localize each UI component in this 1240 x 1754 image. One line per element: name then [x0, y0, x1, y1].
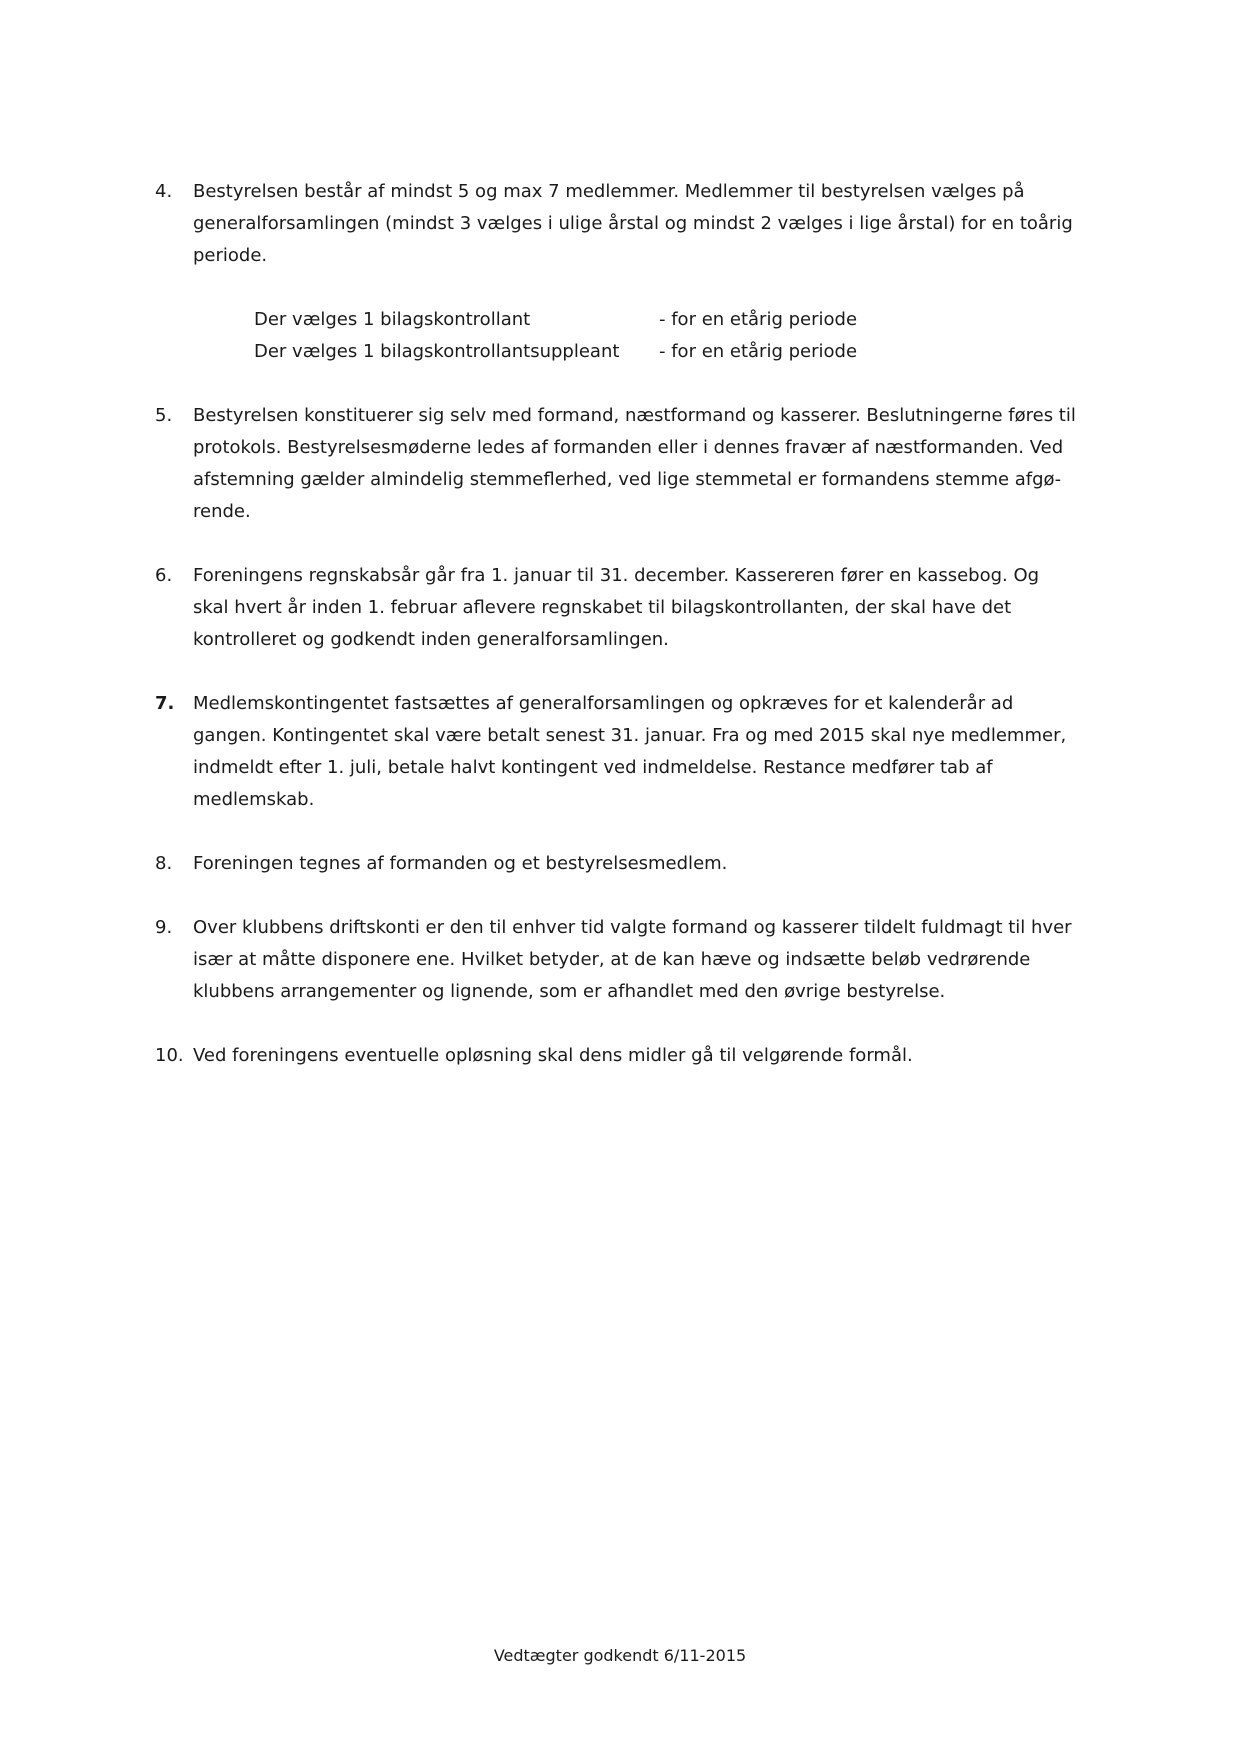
statute-item-10 [155, 1040, 1115, 1072]
text-line: afstemning gælder almindelig stemmeflerhed, ved lige stemmetal er formandens stemme afgø- [193, 469, 1062, 490]
text-line: gangen. Kontingentet skal være betalt senest 31. januar. Fra og med 2015 skal nye medlemmer, [193, 725, 1067, 746]
statute-item-8 [155, 848, 1115, 880]
election-term: - for en etårig periode [659, 341, 858, 362]
text-line: Foreningen tegnes af formanden og et bestyrelsesmedlem. [193, 853, 728, 874]
statute-item-5 [155, 400, 1115, 528]
item-text [193, 688, 1115, 816]
election-role: Der vælges 1 bilagskontrollant [254, 309, 531, 330]
item-number: 10. [155, 1045, 184, 1066]
item-text [193, 848, 1115, 880]
text-line: Over klubbens driftskonti er den til enhver tid valgte formand og kasserer tildelt fuldmagt til hver [193, 917, 1072, 938]
item-number: 5. [155, 405, 173, 426]
statute-item-7 [155, 688, 1115, 816]
item-number: 4. [155, 181, 173, 202]
item-text [193, 912, 1115, 1008]
auditor-row [254, 304, 1115, 336]
election-role: Der vælges 1 bilagskontrollantsuppleant [254, 341, 620, 362]
item-number: 9. [155, 917, 173, 938]
text-line: Bestyrelsen består af mindst 5 og max 7 medlemmer. Medlemmer til bestyrelsen vælges på [193, 181, 1025, 202]
election-term: - for en etårig periode [659, 309, 858, 330]
text-line: Foreningens regnskabsår går fra 1. januar til 31. december. Kassereren fører en kassebog. Og [193, 565, 1040, 586]
item-text [193, 560, 1115, 656]
text-line: periode. [193, 245, 268, 266]
item-number: 7. [155, 693, 175, 714]
item-text [193, 400, 1115, 528]
item-text [193, 1040, 1115, 1072]
statute-item-4 [155, 176, 1115, 368]
item-number: 6. [155, 565, 173, 586]
text-line: protokols. Bestyrelsesmøderne ledes af formanden eller i dennes fravær af næstformanden. Ved [193, 437, 1064, 458]
item-text [193, 176, 1115, 272]
item-number: 8. [155, 853, 173, 874]
text-line: generalforsamlingen (mindst 3 vælges i ulige årstal og mindst 2 vælges i lige årstal) for en toårig [193, 213, 1073, 234]
text-line: skal hvert år inden 1. februar aflevere regnskabet til bilagskontrollanten, der skal have det [193, 597, 1012, 618]
text-line: indmeldt efter 1. juli, betale halvt kontingent ved indmeldelse. Restance medfører tab af [193, 757, 993, 778]
auditor-deputy-row [254, 336, 1115, 368]
page-footer: Vedtægter godkendt 6/11-2015 [493, 1646, 747, 1665]
statute-item-9 [155, 912, 1115, 1008]
text-line: klubbens arrangementer og lignende, som er afhandlet med den øvrige bestyrelse. [193, 981, 946, 1002]
auditor-election-list [254, 304, 1115, 368]
text-line: Ved foreningens eventuelle opløsning skal dens midler gå til velgørende formål. [193, 1045, 913, 1066]
text-line: medlemskab. [193, 789, 315, 810]
text-line: kontrolleret og godkendt inden generalforsamlingen. [193, 629, 669, 650]
text-line: især at måtte disponere ene. Hvilket betyder, at de kan hæve og indsætte beløb vedrørende [193, 949, 1031, 970]
text-line: rende. [193, 501, 251, 522]
text-line: Medlemskontingentet fastsættes af generalforsamlingen og opkræves for et kalenderår ad [193, 693, 1014, 714]
statute-item-6 [155, 560, 1115, 656]
statutes-list [155, 176, 1115, 1104]
text-line: Bestyrelsen konstituerer sig selv med formand, næstformand og kasserer. Beslutningerne føres til [193, 405, 1076, 426]
